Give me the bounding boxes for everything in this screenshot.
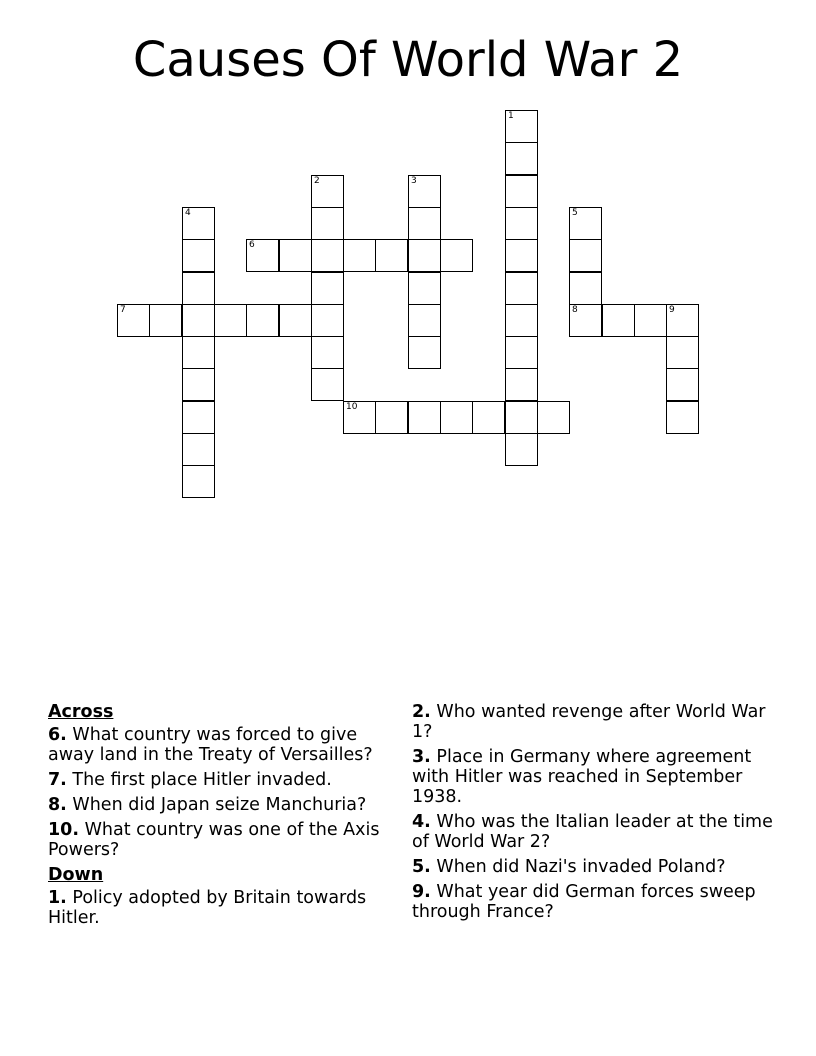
grid-cell[interactable] [214, 304, 247, 337]
grid-cell[interactable] [666, 368, 699, 401]
grid-cell[interactable] [311, 272, 344, 305]
grid-cell[interactable] [537, 401, 570, 434]
grid-cell[interactable] [343, 401, 376, 434]
grid-cell[interactable] [472, 401, 505, 434]
grid-cell[interactable] [408, 207, 441, 240]
clue-down-9: 9. What year did German forces sweep through France? [412, 882, 756, 922]
clue-number: 3 [411, 176, 417, 186]
grid-cell[interactable] [505, 304, 538, 337]
grid-cell[interactable] [117, 304, 150, 337]
grid-cell[interactable] [505, 401, 538, 434]
grid-cell[interactable] [408, 175, 441, 208]
page-title: Causes Of World War 2 [132, 32, 684, 88]
grid-cell[interactable] [311, 368, 344, 401]
clue-number: 7 [120, 305, 126, 315]
grid-cell[interactable] [182, 272, 215, 305]
grid-cell[interactable] [182, 336, 215, 369]
grid-cell[interactable] [311, 207, 344, 240]
grid-cell[interactable] [634, 304, 667, 337]
grid-cell[interactable] [246, 239, 279, 272]
clue-number: 4 [185, 208, 191, 218]
grid-cell[interactable] [602, 304, 635, 337]
grid-cell[interactable] [569, 239, 602, 272]
clue-across-7: 7. The first place Hitler invaded. [48, 770, 332, 790]
grid-cell[interactable] [408, 401, 441, 434]
down-heading: Down [48, 865, 104, 885]
grid-cell[interactable] [311, 175, 344, 208]
grid-cell[interactable] [505, 433, 538, 466]
clues-right-column [412, 702, 782, 927]
clue-across-8: 8. When did Japan seize Manchuria? [48, 795, 367, 815]
grid-cell[interactable] [182, 304, 215, 337]
grid-cell[interactable] [505, 272, 538, 305]
grid-cell[interactable] [375, 401, 408, 434]
clue-number: 8 [572, 305, 578, 315]
grid-cell[interactable] [440, 401, 473, 434]
grid-cell[interactable] [311, 304, 344, 337]
clue-down-1: 1. Policy adopted by Britain towards Hitler. [48, 888, 367, 928]
grid-cell[interactable] [569, 272, 602, 305]
clue-number: 5 [572, 208, 578, 218]
grid-cell[interactable] [182, 401, 215, 434]
clue-number: 1 [508, 111, 514, 121]
clue-number: 2 [314, 176, 320, 186]
grid-cell[interactable] [666, 336, 699, 369]
grid-cell[interactable] [182, 465, 215, 498]
grid-cell[interactable] [375, 239, 408, 272]
grid-cell[interactable] [182, 368, 215, 401]
across-heading: Across [48, 702, 114, 722]
grid-cell[interactable] [408, 304, 441, 337]
grid-cell[interactable] [149, 304, 182, 337]
grid-cell[interactable] [279, 304, 312, 337]
grid-cell[interactable] [569, 304, 602, 337]
grid-cell[interactable] [505, 336, 538, 369]
grid-cell[interactable] [505, 239, 538, 272]
grid-cell[interactable] [505, 368, 538, 401]
clue-number: 9 [669, 305, 675, 315]
grid-cell[interactable] [505, 110, 538, 143]
grid-cell[interactable] [279, 239, 312, 272]
clue-number: 6 [249, 240, 255, 250]
clue-down-2: 2. Who wanted revenge after World War 1? [412, 702, 766, 742]
grid-cell[interactable] [440, 239, 473, 272]
grid-cell[interactable] [311, 239, 344, 272]
crossword-grid [0, 0, 816, 520]
grid-cell[interactable] [246, 304, 279, 337]
grid-cell[interactable] [408, 336, 441, 369]
grid-cell[interactable] [182, 207, 215, 240]
grid-cell[interactable] [666, 401, 699, 434]
clue-down-4: 4. Who was the Italian leader at the time of World War 2? [412, 812, 773, 852]
clue-down-3: 3. Place in Germany where agreement with Hitler was reached in September 1938. [412, 747, 752, 807]
grid-cell[interactable] [343, 239, 376, 272]
clue-across-10: 10. What country was one of the Axis Powers? [48, 820, 380, 860]
grid-cell[interactable] [505, 142, 538, 175]
grid-cell[interactable] [182, 433, 215, 466]
grid-cell[interactable] [569, 207, 602, 240]
grid-cell[interactable] [311, 336, 344, 369]
clue-across-6: 6. What country was forced to give away land in the Treaty of Versailles? [48, 725, 373, 765]
clue-number: 10 [346, 402, 358, 412]
grid-cell[interactable] [408, 239, 441, 272]
grid-cell[interactable] [182, 239, 215, 272]
grid-cell[interactable] [408, 272, 441, 305]
clue-down-5: 5. When did Nazi's invaded Poland? [412, 857, 726, 877]
clues-left-column [48, 702, 403, 933]
grid-cell[interactable] [505, 207, 538, 240]
grid-cell[interactable] [666, 304, 699, 337]
grid-cell[interactable] [505, 175, 538, 208]
